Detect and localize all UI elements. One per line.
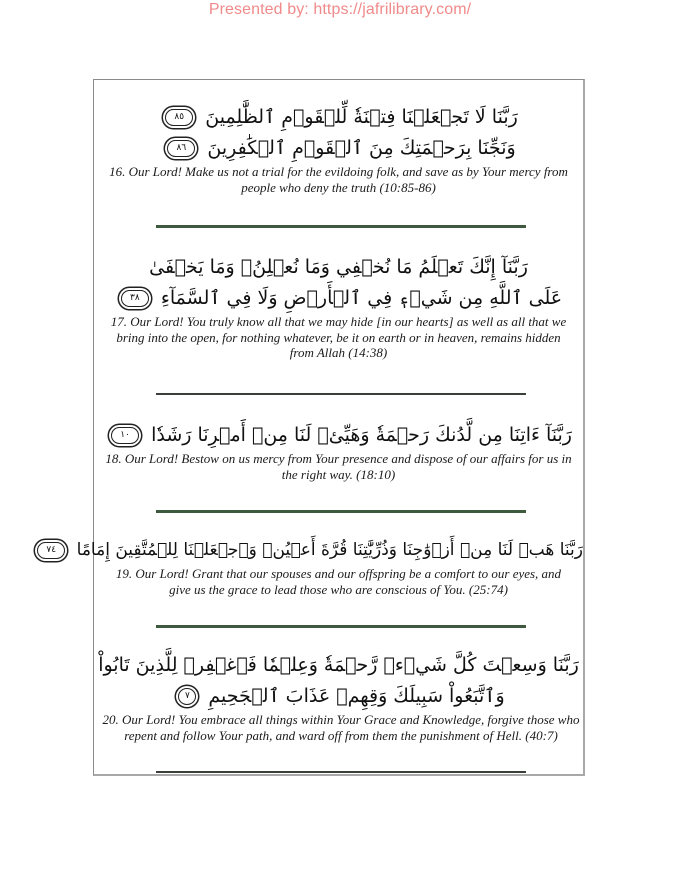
ayah-number-marker-icon: ٧ <box>178 688 196 705</box>
translation-text: 17. Our Lord! You truly know all that we may hide [in our hearts] as well as all that we bring into the open, for nothing whatever, be it on earth or in heaven, remains hidden from Allah (14:38) <box>110 314 567 360</box>
translation-text: 18. Our Lord! Bestow on us mercy from Your presence and dispose of our affairs for us in the right way. (18:10) <box>105 451 572 482</box>
page-frame <box>46 79 585 776</box>
section-divider <box>156 625 526 628</box>
dua-entry-18 <box>94 420 583 482</box>
section-divider <box>156 393 526 395</box>
section-divider <box>156 225 526 228</box>
dua-entry-16 <box>94 102 583 195</box>
arabic-verse-line: عَلَى ٱللَّهِ مِن شَيۡءٖ فِي ٱلۡأَرۡضِ وَلَا فِي ٱلسَّمَآءِ ٣٨ <box>94 283 583 314</box>
translation-text: 19. Our Lord! Grant that our spouses and our offspring be a comfort to our eyes, and give us the grace to lead those who are conscious of You. (25:74) <box>115 566 562 597</box>
arabic-verse-line: وَنَجِّنَا بِرَحۡمَتِكَ مِنَ ٱلۡقَوۡمِ ٱلۡكَٰفِرِينَ ٨٦ <box>94 133 583 164</box>
ayah-number-marker-icon: ٣٨ <box>121 290 149 307</box>
arabic-verse-line: رَبَّنَآ إِنَّكَ تَعۡلَمُ مَا نُخۡفِي وَمَا نُعۡلِنُۗ وَمَا يَخۡفَىٰ <box>149 256 528 278</box>
dua-entry-20 <box>94 650 583 743</box>
watermark-link[interactable]: Presented by: https://jafrilibrary.com/ <box>208 1 472 18</box>
dua-entry-17 <box>94 252 583 361</box>
section-divider <box>156 771 526 773</box>
ayah-number-marker-icon: ٧٤ <box>37 542 65 559</box>
arabic-verse-line: رَبَّنَآ ءَاتِنَا مِن لَّدُنكَ رَحۡمَةٗ وَهَيِّئۡ لَنَا مِنۡ أَمۡرِنَا رَشَدٗا ١٠ <box>94 420 583 451</box>
ayah-number-marker-icon: ١٠ <box>111 427 139 444</box>
ayah-number-marker-icon: ٨٦ <box>167 140 195 157</box>
dua-entry-19 <box>46 535 583 597</box>
ayah-number-marker-icon: ٨٥ <box>165 109 193 126</box>
arabic-verse-line: رَبَّنَا لَا تَجۡعَلۡنَا فِتۡنَةٗ لِّلۡقَوۡمِ ٱلظَّٰلِمِينَ ٨٥ <box>94 102 583 133</box>
arabic-verse-line: وَٱتَّبَعُواْ سَبِيلَكَ وَقِهِمۡ عَذَابَ ٱلۡجَحِيمِ ٧ <box>94 681 583 712</box>
section-divider <box>156 510 526 513</box>
arabic-verse-line: رَبَّنَا هَبۡ لَنَا مِنۡ أَزۡوَٰجِنَا وَذُرِّيَّٰتِنَا قُرَّةَ أَعۡيُنٖ وَٱجۡعَلۡنَا لِلۡمُتَّقِينَ إِمَامًا ٧٤ <box>94 535 583 566</box>
translation-text: 16. Our Lord! Make us not a trial for the evildoing folk, and save as by Your mercy from people who deny the truth (10:85-86) <box>109 164 568 195</box>
translation-text: 20. Our Lord! You embrace all things within Your Grace and Knowledge, forgive those who repent and follow Your path, and ward off from them the punishment of Hell. (40:7) <box>102 712 580 743</box>
arabic-verse-line: رَبَّنَا وَسِعۡتَ كُلَّ شَيۡءٖ رَّحۡمَةٗ وَعِلۡمٗا فَٱغۡفِرۡ لِلَّذِينَ تَابُواْ <box>98 654 579 676</box>
